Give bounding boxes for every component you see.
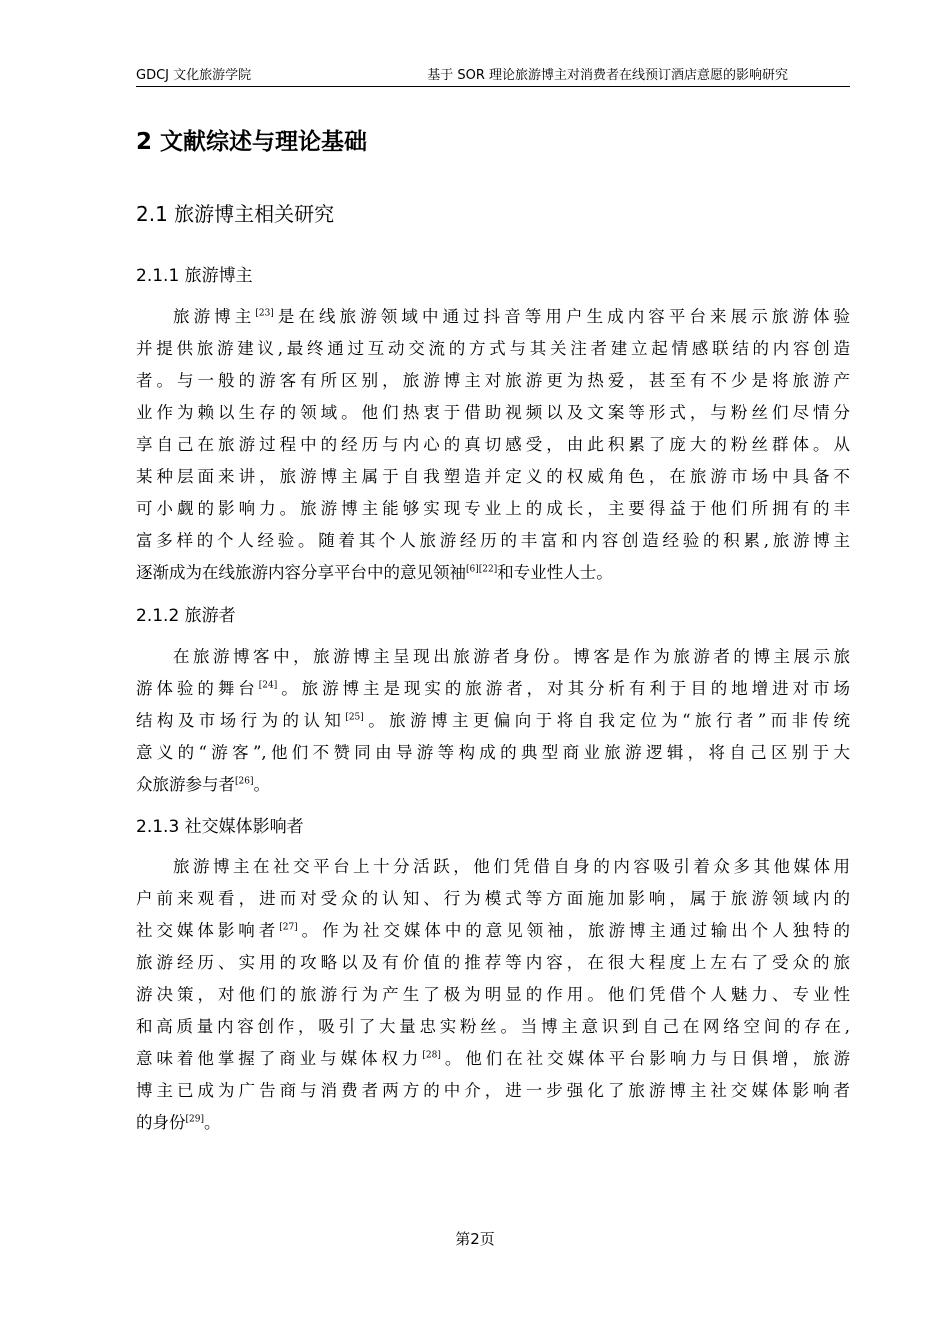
text-line: 社交媒体影响者[27]。作为社交媒体中的意见领袖，旅游博主通过输出个人独特的 — [136, 921, 851, 940]
citation: [29] — [185, 1114, 204, 1125]
chapter-title: 2 文献综述与理论基础 — [136, 129, 368, 155]
text-line: 业作为赖以生存的领域。他们热衷于借助视频以及文案等形式，与粉丝们尽情分 — [136, 403, 850, 422]
text-line: 某种层面来讲，旅游博主属于自我塑造并定义的权威角色，在旅游市场中具备不 — [136, 467, 850, 486]
text-line: 可小觑的影响力。旅游博主能够实现专业上的成长，主要得益于他们所拥有的丰 — [136, 499, 850, 518]
running-header — [136, 67, 850, 85]
citation: [23] — [255, 308, 274, 319]
text-line: 意味着他掌握了商业与媒体权力[28]。他们在社交媒体平台影响力与日俱增，旅游 — [136, 1049, 851, 1068]
text-line: 户前来观看，进而对受众的认知、行为模式等方面施加影响，属于旅游领域内的 — [136, 889, 850, 908]
text-line: 者。与一般的游客有所区别，旅游博主对旅游更为热爱，甚至有不少是将旅游产 — [136, 371, 850, 390]
text-line: 享自己在旅游过程中的经历与内心的真切感受，由此积累了庞大的粉丝群体。从 — [136, 435, 850, 454]
citation: [24] — [258, 680, 278, 691]
text-line: 旅游博主[23]是在线旅游领域中通过抖音等用户生成内容平台来展示旅游体验 — [173, 307, 851, 326]
section-title: 2.1 旅游博主相关研究 — [136, 202, 335, 226]
page-number: 第2页 — [455, 1230, 495, 1248]
text-line: 和高质量内容创作，吸引了大量忠实粉丝。当博主意识到自己在网络空间的存在, — [136, 1017, 850, 1036]
text-line: 游体验的舞台[24]。旅游博主是现实的旅游者，对其分析有利于目的地增进对市场 — [136, 679, 851, 698]
text-line: 在旅游博客中，旅游博主呈现出旅游者身份。博客是作为旅游者的博主展示旅 — [173, 647, 850, 666]
text-line: 旅游博主在社交平台上十分活跃，他们凭借自身的内容吸引着众多其他媒体用 — [173, 857, 850, 876]
text-line: 众旅游参与者[26]。 — [136, 775, 270, 794]
text-line: 博主已成为广告商与消费者两方的中介，进一步强化了旅游博主社交媒体影响者 — [136, 1081, 850, 1100]
text-line: 并提供旅游建议,最终通过互动交流的方式与其关注者建立起情感联结的内容创造 — [136, 339, 850, 358]
citation: [26] — [235, 776, 254, 787]
citation: [27] — [279, 922, 298, 933]
subsection-title-2-1-2: 2.1.2 旅游者 — [136, 606, 236, 626]
text-line: 逐渐成为在线旅游内容分享平台中的意见领袖[6][22]和专业性人士。 — [136, 563, 613, 582]
text-line: 结构及市场行为的认知[25]。旅游博主更偏向于将自我定位为“旅行者”而非传统 — [136, 711, 851, 730]
text-line: 的身份[29]。 — [136, 1113, 221, 1132]
paragraph-2-1-2 — [136, 641, 850, 801]
subsection-title-2-1-3: 2.1.3 社交媒体影响者 — [136, 817, 304, 837]
header-divider — [136, 86, 850, 87]
header-thesis-title: 基于 SOR 理论旅游博主对消费者在线预订酒店意愿的影响研究 — [427, 68, 788, 83]
citation: [25] — [345, 712, 364, 723]
header-institution: GDCJ 文化旅游学院 — [136, 68, 252, 83]
citation: [6][22] — [466, 564, 498, 575]
citation: [28] — [422, 1050, 441, 1061]
text-line: 游决策，对他们的旅游行为产生了极为明显的作用。他们凭借个人魅力、专业性 — [136, 985, 850, 1004]
text-line: 意义的“游客”,他们不赞同由导游等构成的典型商业旅游逻辑，将自己区别于大 — [136, 743, 850, 762]
paragraph-2-1-3 — [136, 851, 850, 1139]
text-line: 旅游经历、实用的攻略以及有价值的推荐等内容，在很大程度上左右了受众的旅 — [136, 953, 850, 972]
subsection-title-2-1-1: 2.1.1 旅游博主 — [136, 266, 253, 286]
text-line: 富多样的个人经验。随着其个人旅游经历的丰富和内容创造经验的积累,旅游博主 — [136, 531, 850, 550]
paragraph-2-1-1 — [136, 301, 850, 589]
